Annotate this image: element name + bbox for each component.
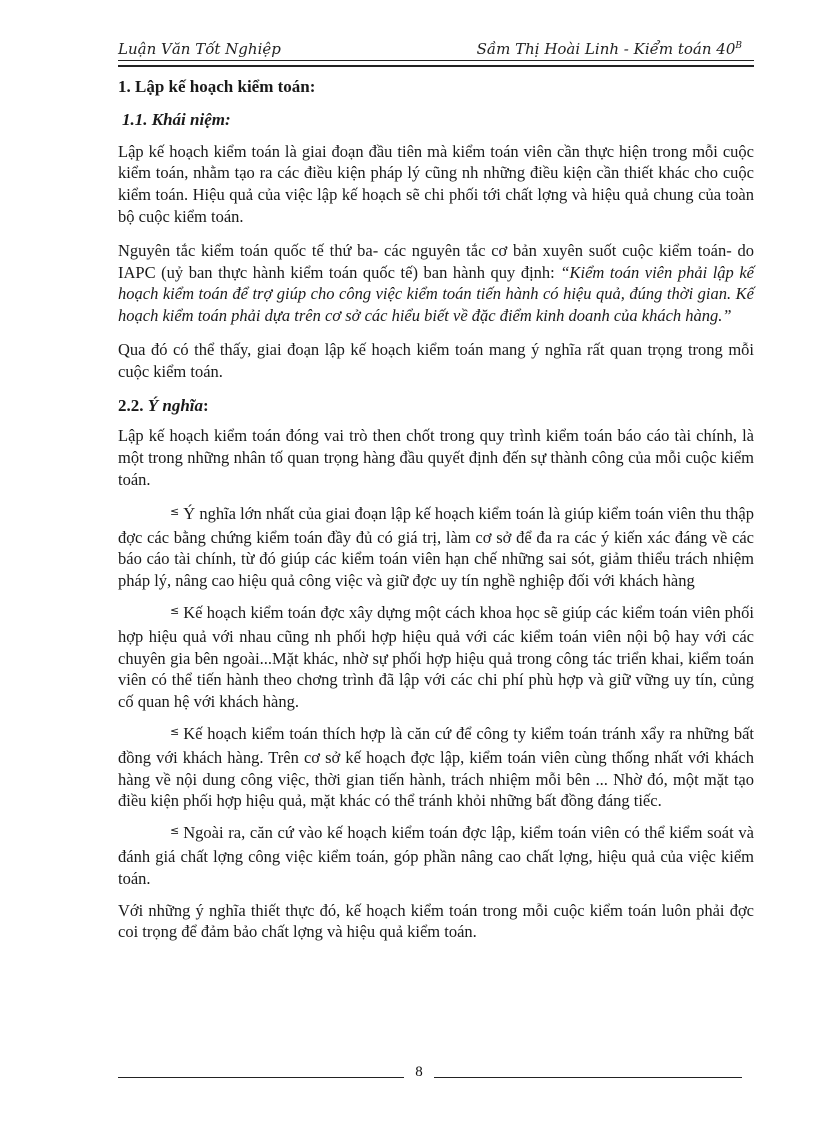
- bullet-item-3-text: Kế hoạch kiểm toán thích hợp là căn cứ để công ty kiểm toán tránh xẩy ra những bất đồng với khách hàng. Trên cơ sở kế hoạch đợc lập, kiểm toán viên cùng thống nhất với khách hàng về nội dung công việc, thời gian tiến hành, trách nhiệm mỗi bên ... Nhờ đó, một mặt tạo điều kiện phối hợp hiệu quả, mặt khác có thể tránh khỏi những bất đồng đáng tiếc.: [118, 723, 754, 811]
- bullet-icon: ≤: [170, 724, 180, 738]
- paragraph-2: [118, 240, 754, 327]
- bullet-icon: ≤: [170, 603, 180, 617]
- bullet-item-4: [118, 822, 754, 889]
- subsection-number: 2.2.: [118, 395, 148, 415]
- bullet-item-3: [118, 723, 754, 812]
- header-author-sup: B: [735, 41, 742, 51]
- header-thesis-label: Luận Văn Tốt Nghiệp: [118, 40, 281, 58]
- paragraph-5: Với những ý nghĩa thiết thực đó, kế hoạch kiểm toán trong mỗi cuộc kiểm toán luôn phải đợc coi trọng để đảm bảo chất lợng và hiệu quả kiểm toán.: [118, 900, 754, 942]
- subsection-label: Ý nghĩa: [147, 395, 204, 415]
- section-title: 1. Lập kế hoạch kiểm toán:: [118, 77, 316, 96]
- page-body: [118, 76, 754, 955]
- subsection-title-concept: 1.1. Khái niệm:: [122, 109, 231, 129]
- header-author: [477, 40, 742, 58]
- bullet-icon: ≤: [170, 504, 180, 518]
- paragraph-2-quote: “Kiểm toán viên phải lập kế hoạch kiểm toán để trợ giúp cho công việc kiểm toán tiến hành có hiệu quả, đúng thời gian. Kế hoạch kiểm toán phải dựa trên cơ sở các hiểu biết về đặc điểm kinh doanh của khách hàng.”: [118, 262, 754, 326]
- page-header: [118, 38, 742, 60]
- bullet-item-1: [118, 503, 754, 592]
- header-double-rule: [118, 60, 754, 67]
- paragraph-4: Lập kế hoạch kiểm toán đóng vai trò then chốt trong quy trình kiểm toán báo cáo tài chính, là một trong những nhân tố quan trọng hàng đầu quyết định đến sự thành công của mỗi cuộc kiểm toán.: [118, 426, 754, 489]
- paragraph-1: Lập kế hoạch kiểm toán là giai đoạn đầu tiên mà kiểm toán viên cần thực hiện trong mỗi cuộc kiểm toán, nhằm tạo ra các điều kiện pháp lý cũng nh những điều kiện cần thiết khác cho cuộc kiểm toán. Hiệu quả của việc lập kế hoạch sẽ chi phối tới chất lợng và hiệu quả chung của toàn bộ cuộc kiểm toán.: [118, 141, 754, 226]
- page-number: 8: [404, 1064, 434, 1081]
- paragraph-2-text: Nguyên tắc kiểm toán quốc tế thứ ba- các nguyên tắc cơ bản xuyên suốt cuộc kiểm toán- do IAPC (uỷ ban thực hành kiểm toán quốc tế) ban hành quy định:: [118, 240, 754, 282]
- bullet-icon: ≤: [170, 824, 180, 838]
- bullet-item-2: [118, 602, 754, 713]
- paragraph-3: Qua đó có thể thấy, giai đoạn lập kế hoạch kiểm toán mang ý nghĩa rất quan trọng trong mỗi cuộc kiểm toán.: [118, 339, 754, 381]
- subsection-colon: :: [203, 395, 209, 415]
- subsection-title-meaning: [118, 395, 754, 417]
- bullet-item-2-text: Kế hoạch kiểm toán đợc xây dựng một cách khoa học sẽ giúp các kiểm toán viên phối hợp hiệu quả với nhau cũng nh phối hợp hiệu quả với các kiểm toán viên nội bộ hay với các chuyên gia bên ngoài...Mặt khác, nhờ sự phối hợp hiệu quả trong công tác triển khai, kiểm toán viên có thể tiến hành theo chơng trình đã lập với các chi phí phù hợp và giữ vững uy tín, củng cố quan hệ với khách hàng.: [118, 602, 754, 712]
- bullet-item-1-text: Ý nghĩa lớn nhất của giai đoạn lập kế hoạch kiểm toán là giúp kiểm toán viên thu thập đợc các bằng chứng kiểm toán đầy đủ có giá trị, làm cơ sở để đa ra các ý kiến xác đáng về các báo cáo tài chính, từ đó giúp các kiểm toán viên hạn chế những sai sót, giảm thiểu trách nhiệm pháp lý, nâng cao hiệu quả công việc và giữ đợc uy tín nghề nghiệp đối với khách hàng: [118, 503, 754, 591]
- bullet-item-4-text: Ngoài ra, căn cứ vào kế hoạch kiểm toán đợc lập, kiểm toán viên có thể kiểm soát và đánh giá chất lợng công việc kiểm toán, góp phần nâng cao chất lợng, hiệu quả của việc kiểm toán.: [118, 823, 754, 888]
- header-author-text: Sầm Thị Hoài Linh - Kiểm toán 40: [476, 40, 736, 58]
